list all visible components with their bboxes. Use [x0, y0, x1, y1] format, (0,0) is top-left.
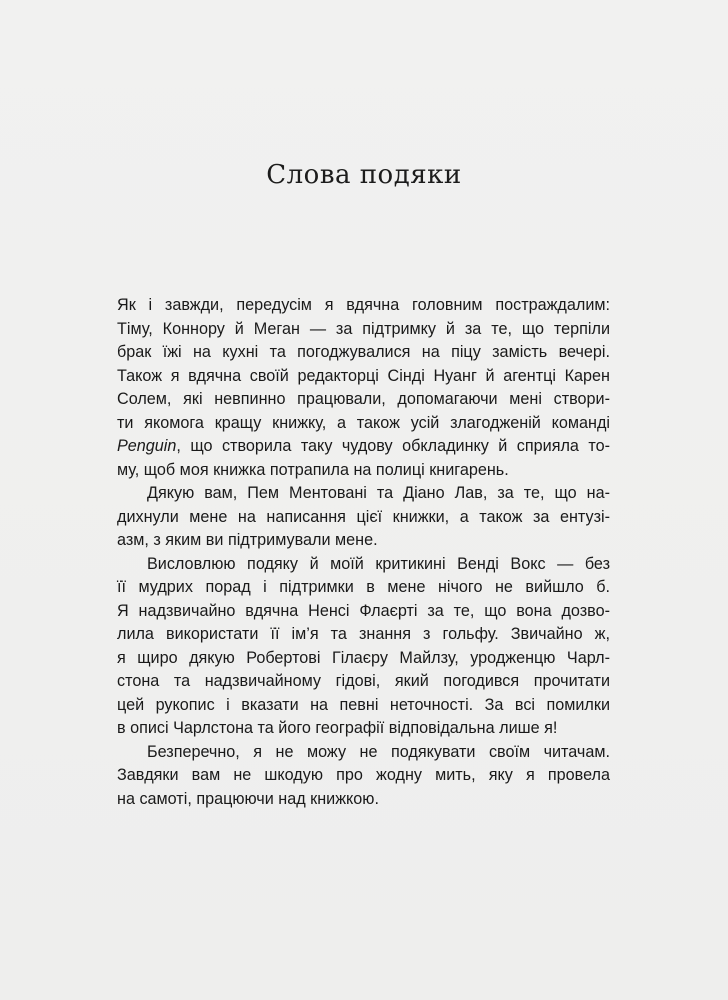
text-line: Висловлюю подяку й моїй критикині Венді Вокс — без [147, 554, 610, 573]
text-line: лила використати її ім’я та знання з гольфу. Звичайно ж, [117, 625, 610, 643]
text-line: Тіму, Коннору й Меган — за підтримку й за те, що терпіли [117, 319, 610, 338]
text-line: Як і завжди, передусім я вдячна головним постраждалим: [117, 296, 610, 314]
text-line-rest: , що створила таку чудову обкладинку й сприяла то- [176, 437, 610, 455]
text-line: Також я вдячна своїй редакторці Сінді Нуанг й агентці Карен [117, 366, 610, 385]
text-line-penguin [117, 435, 610, 459]
text-line: Солем, які невпинно працювали, допомагаючи мені створи- [117, 390, 610, 408]
acknowledgements-text [117, 294, 610, 811]
text-line: Завдяки вам не шкодую про жодну мить, яку я провела [117, 766, 610, 784]
paragraph-3 [117, 553, 610, 741]
text-line: я щиро дякую Робертові Гілаєру Майлзу, уродженцю Чарл- [117, 648, 610, 667]
text-line: брак їжі на кухні та погоджувалися на піцу замість вечері. [117, 343, 610, 361]
publisher-name: Penguin [117, 437, 177, 455]
text-line: Я надзвичайно вдячна Ненсі Флаєрті за те, що вона дозво- [117, 601, 610, 620]
text-line: ти якомога кращу книжку, а також усій злагодженій команді [117, 413, 610, 432]
text-line: стона та надзвичайному гідові, який погодився прочитати [117, 672, 610, 690]
text-line: азм, з яким ви підтримували мене. [117, 531, 378, 549]
text-line: її мудрих порад і підтримки в мене нічого не вийшло б. [117, 578, 610, 596]
paragraph-4 [117, 741, 610, 812]
text-line: Безперечно, я не можу не подякувати своїм читачам. [147, 742, 610, 761]
page-title: Слова подяки [266, 160, 462, 190]
text-line: му, щоб моя книжка потрапила на полиці книгарень. [117, 460, 509, 479]
text-line: Дякую вам, Пем Ментовані та Діано Лав, за те, що на- [147, 484, 610, 502]
text-line: цей рукопис і вказати на певні неточності. За всі помилки [117, 695, 610, 714]
paragraph-1 [117, 294, 610, 482]
paragraph-2 [117, 482, 610, 553]
text-line: дихнули мене на написання цієї книжки, а також за ентузі- [117, 507, 610, 526]
text-line: в описі Чарлстона та його географії відповідальна лише я! [117, 719, 558, 737]
text-line: на самоті, працюючи над книжкою. [117, 789, 379, 808]
